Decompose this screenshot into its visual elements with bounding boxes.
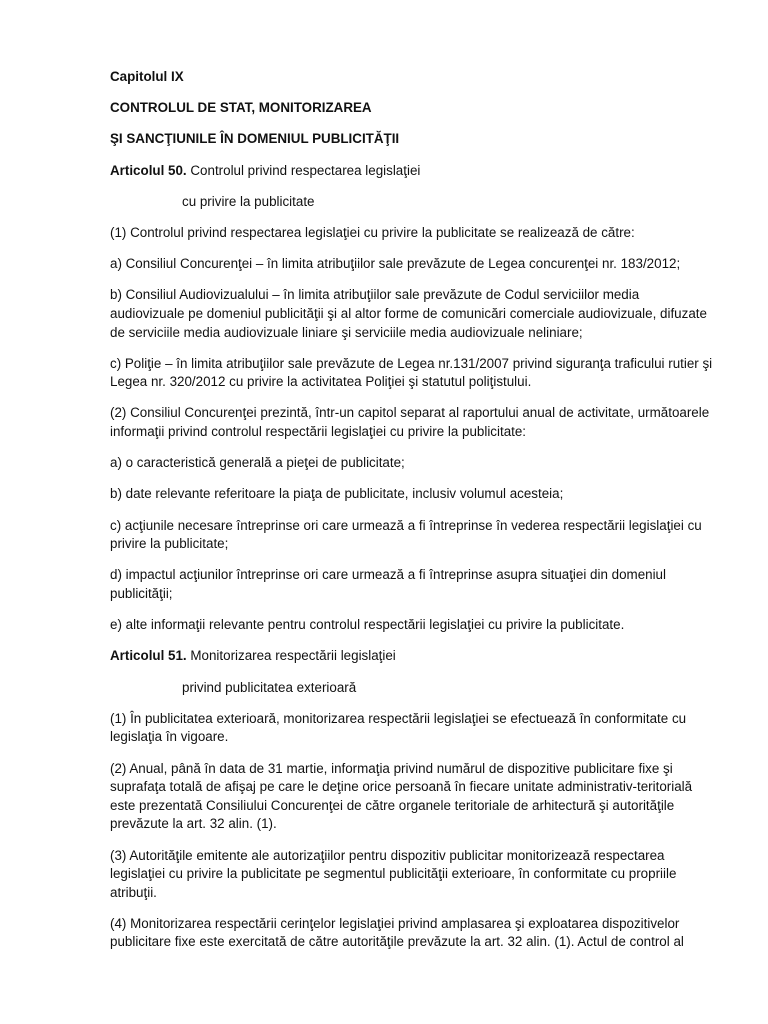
article-50-paragraph-1-item-b: b) Consiliul Audiovizualului – în limita atribuţiilor sale prevăzute de Codul serviciilor media audiovizuale pe domeniul publicităţii şi al altor forme de comunicări comerciale audiovizuale, difuzate de serviciile media audiovizuale liniare şi serviciile media audiovizuale neliniare; [110,287,707,340]
article-51-label: Articolul 51. [110,648,187,664]
article-50-label: Articolul 50. [110,162,187,178]
article-51-heading [110,647,714,666]
article-51-title-line-2: privind publicitatea exterioară [182,679,357,695]
article-50-title-line-2: cu privire la publicitate [182,193,315,209]
article-51-title-line-1: Monitorizarea respectării legislaţiei [186,648,396,664]
article-50-title-line-1: Controlul privind respectarea legislaţiei [186,162,421,178]
article-51-paragraph-1: (1) În publicitatea exterioară, monitorizarea respectării legislaţiei se efectuează în conformitate cu legislaţia în vigoare. [110,710,687,745]
document-body [110,68,714,952]
chapter-title-line-1: CONTROLUL DE STAT, MONITORIZAREA [110,100,372,116]
article-50-paragraph-2-item-a: a) o caracteristică generală a pieţei de publicitate; [110,455,405,471]
article-50-paragraph-1-item-c: c) Poliţie – în limita atribuţiilor sale prevăzute de Legea nr.131/2007 privind siguranţa traficului rutier şi Legea nr. 320/2012 cu privire la activitatea Poliţiei şi statutul poliţistului. [110,355,713,390]
article-51-paragraph-4: (4) Monitorizarea respectării cerinţelor legislaţiei privind amplasarea şi exploatarea dispozitivelor publicitare fixe este exercitată de către autorităţile prevăzute la art. 32 alin. (1). Actul de control al [110,915,684,950]
article-50-paragraph-2-item-b: b) date relevante referitoare la piaţa de publicitate, inclusiv volumul acesteia; [110,486,564,502]
chapter-heading: Capitolul IX [110,69,184,84]
article-50-heading [110,162,714,181]
article-50-paragraph-2-item-c: c) acţiunile necesare întreprinse ori care urmează a fi întreprinse în vederea respectării legislaţiei cu privire la publicitate; [110,517,702,552]
article-50-paragraph-1-item-a: a) Consiliul Concurenţei – în limita atribuţiilor sale prevăzute de Legea concurenţei nr. 183/2012; [110,256,681,272]
article-50-paragraph-2: (2) Consiliul Concurenţei prezintă, într-un capitol separat al raportului anual de activitate, următoarele informaţii privind controlul respectării legislaţiei cu privire la publicitate: [110,405,710,440]
article-50-paragraph-2-item-d: d) impactul acţiunilor întreprinse ori care urmează a fi întreprinse asupra situaţiei din domeniul publicităţii; [110,567,666,601]
article-51-paragraph-2: (2) Anual, până în data de 31 martie, informaţia privind numărul de dispozitive publicitare fixe şi suprafaţa totală de afişaj pe care le deţine orice persoană în fiecare unitate administrativ-teritorială este prezentată Consiliului Concurenţei de către organele teritoriale de arhitectură şi autorităţile prevăzute la art. 32 alin. (1). [110,760,693,832]
article-50-paragraph-2-item-e: e) alte informaţii relevante pentru controlul respectării legislaţiei cu privire la publicitate. [110,617,625,633]
article-50-paragraph-1: (1) Controlul privind respectarea legislaţiei cu privire la publicitate se realizează de către: [110,224,635,240]
article-51-paragraph-3: (3) Autorităţile emitente ale autorizaţiilor pentru dispozitiv publicitar monitorizează respectarea legislaţiei cu privire la publicitate pe segmentul publicităţii exterioare, în conformitate cu propriile atribuţii. [110,847,677,900]
chapter-title-line-2: ŞI SANCŢIUNILE ÎN DOMENIUL PUBLICITĂŢII [110,131,400,147]
